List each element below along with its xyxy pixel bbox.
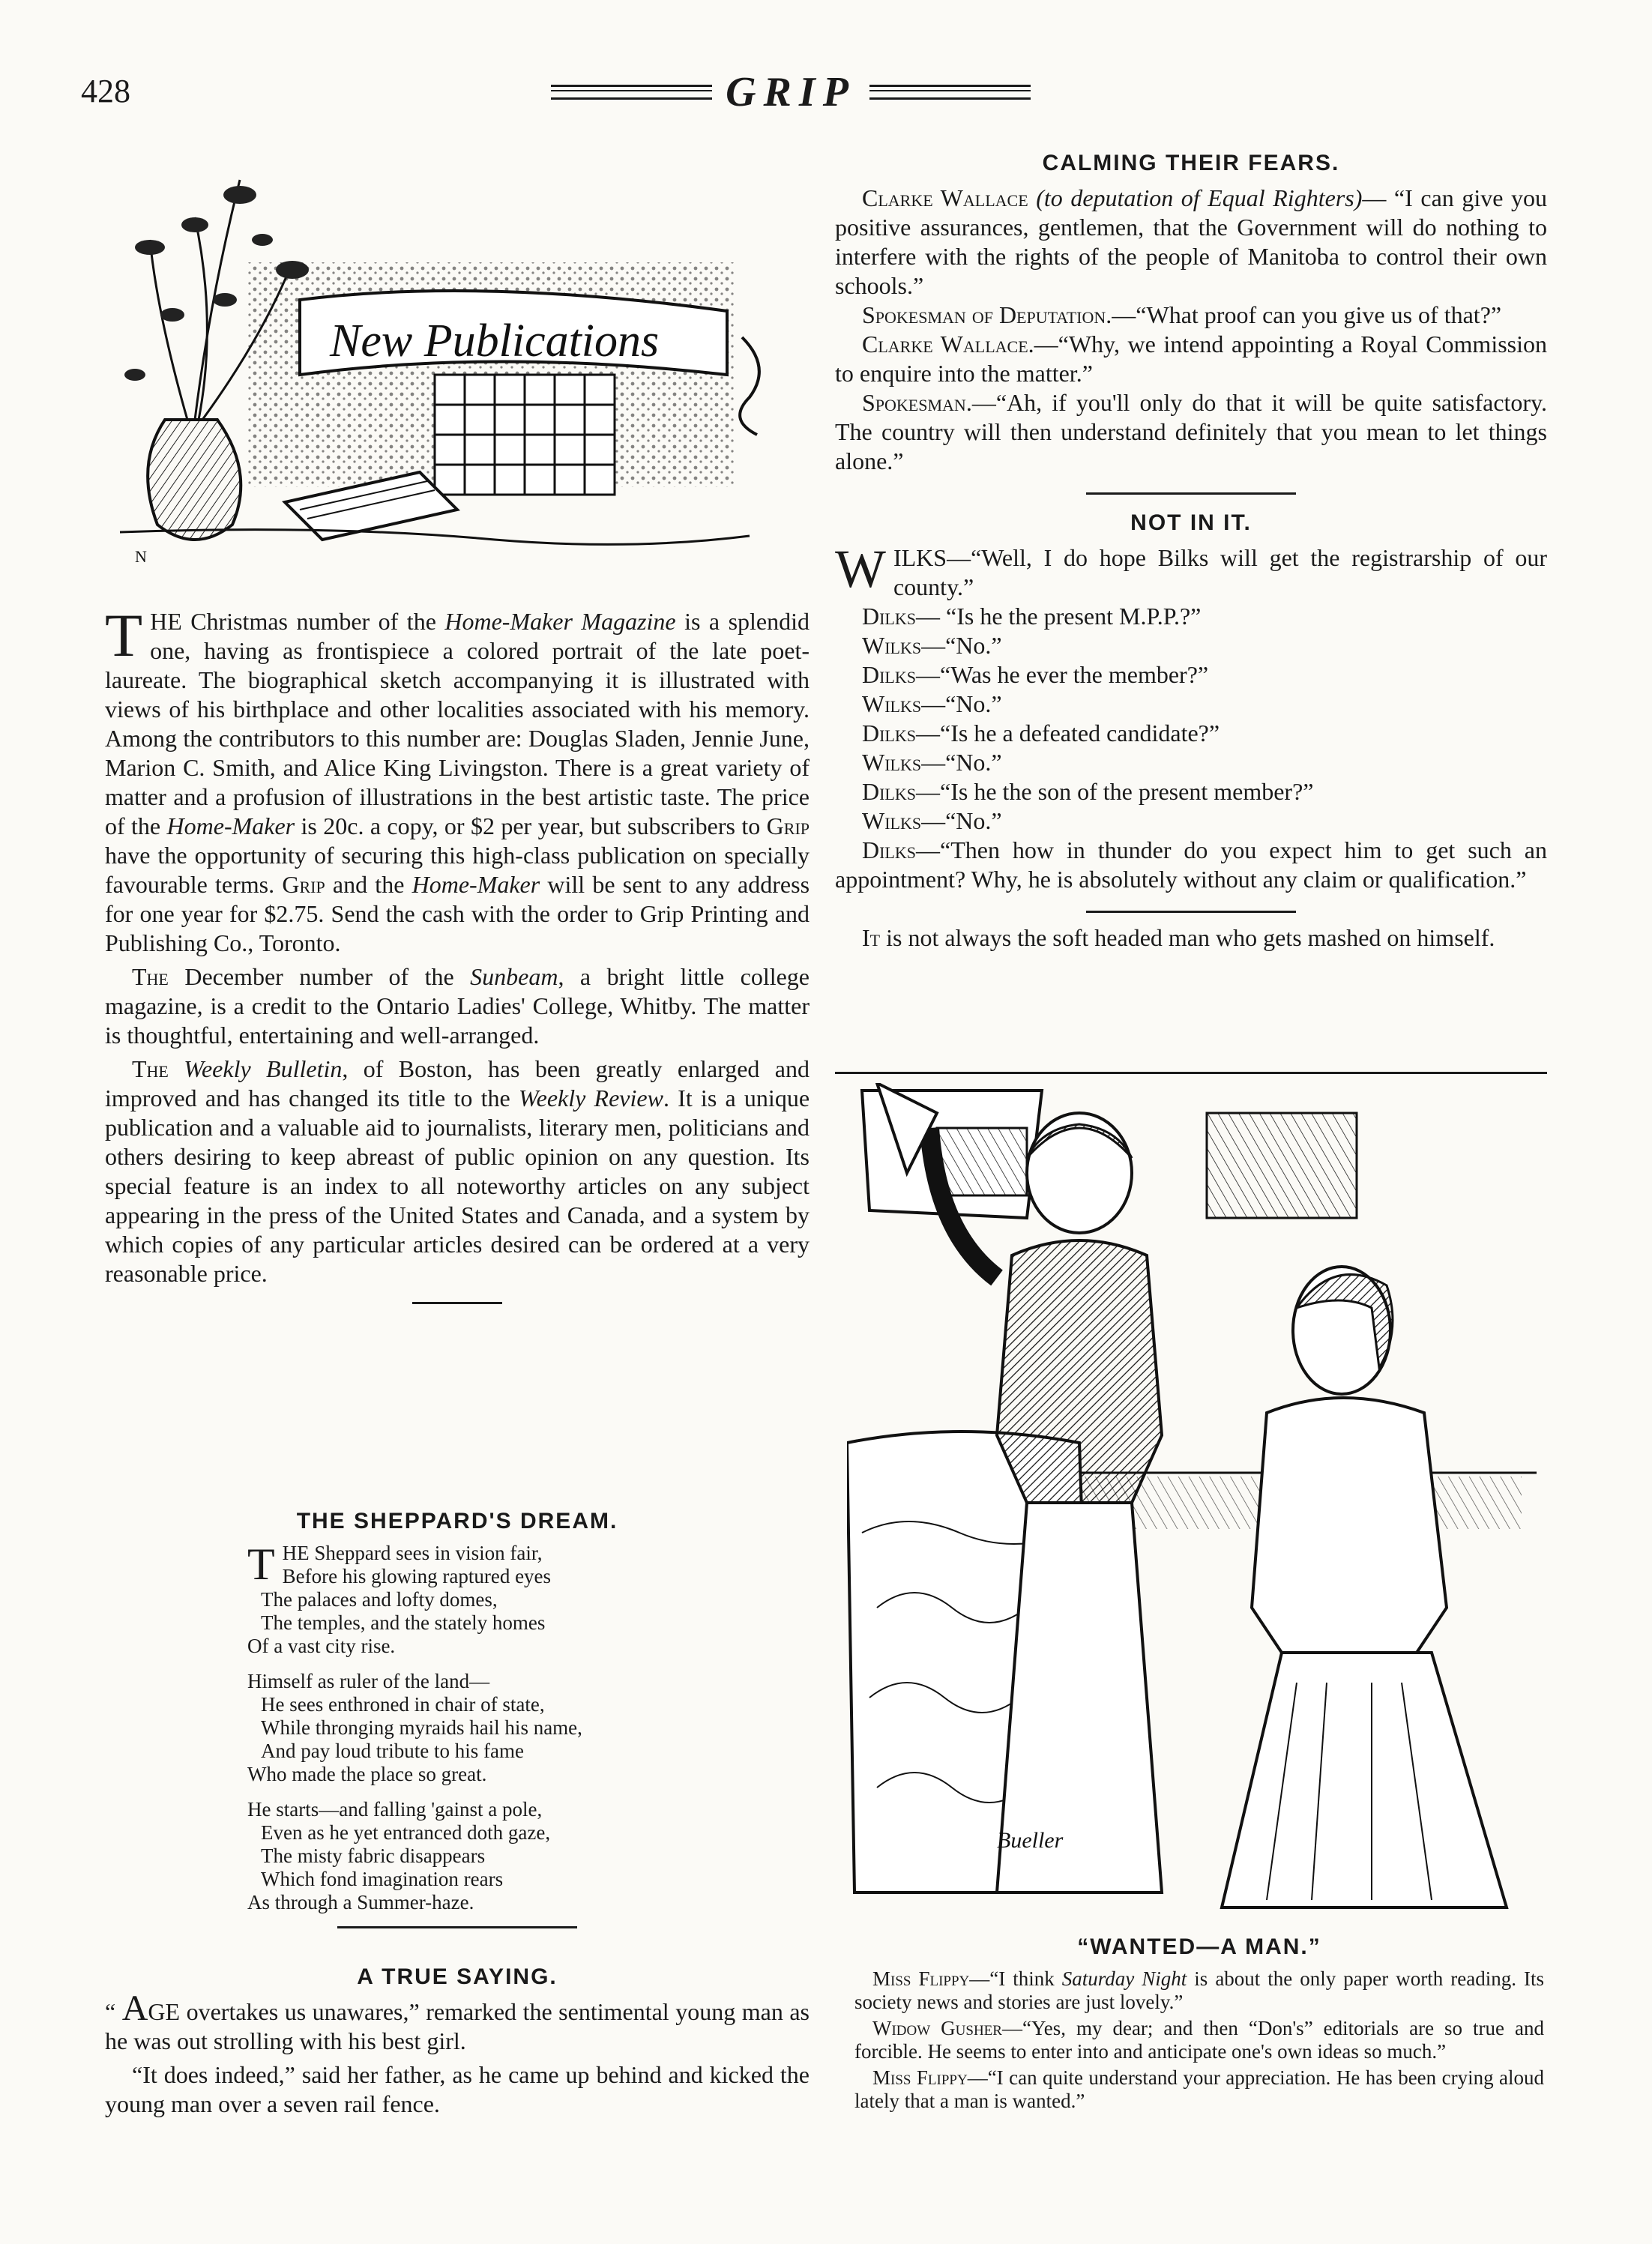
text-run: —“No.” — [921, 632, 1002, 659]
new-publications-illustration — [105, 150, 780, 570]
text-run: is a splendid one, having as frontispiece a colored portrait of the late poet-laureate. The biographical sketch accompanying it is illustrated with views of his birthplace and other localities associated with his memory. Among the contributors to this number are: Douglas Sladen, Jennie June, Marion C. Smith, and Alice King Livingston. There is a great variety of matter and a profusion of illustrations in the best artistic taste. The price of the — [105, 608, 810, 839]
calming-section — [835, 148, 1547, 957]
magazine-title: Weekly Bulletin — [184, 1055, 343, 1082]
left-column — [105, 601, 810, 1318]
dialogue-line — [835, 806, 1547, 836]
wanted-a-man-cartoon — [847, 1083, 1537, 1922]
new-publications-drawing — [105, 150, 780, 570]
dialogue-line — [835, 836, 1547, 894]
text-run: and the — [325, 871, 412, 898]
section-divider — [337, 1926, 577, 1928]
masthead-title: GRIP — [726, 69, 856, 115]
not-in-it-dialogue — [835, 539, 1547, 894]
text-run: will be sent to any address for one year for $2.75. Send the cash with the order to Grip Printing and Publishing Co., Toronto. — [105, 871, 810, 956]
dialogue-line — [835, 330, 1547, 388]
speaker-name: Dilks — [862, 778, 916, 805]
page-number: 428 — [81, 73, 130, 109]
speaker-name: Spokesman of Deputation. — [862, 301, 1112, 328]
dialogue-line — [835, 184, 1547, 301]
masthead-rule-left — [551, 85, 712, 100]
text-run: December number of the — [168, 963, 471, 990]
text-run: , of Boston, has been greatly enlarged and improved and has changed its title to the — [105, 1055, 810, 1112]
text-run: . It is a unique publication and a valuable aid to journalists, literary men, politicians and others desiring to keep abreast of public opinion on any question. Its special feature is an index to all noteworthy articles on any subject appearing in the press of the United States and Canada, and a system by which copies of any particular articles desired can be ordered at a very reasonable price. — [105, 1085, 810, 1287]
dialogue-line — [835, 690, 1547, 719]
home-maker-paragraph — [105, 601, 810, 958]
masthead — [551, 66, 1031, 118]
grip-name: Grip — [766, 812, 810, 839]
drop-cap: W — [835, 539, 886, 599]
text-run: —“Yes, my dear; and then “Don's” editorials are so true and forcible. He seems to enter into and anticipate one's own ideas so much.” — [854, 2017, 1544, 2063]
artist-mark: N — [135, 547, 147, 566]
grip-name: Grip — [282, 871, 325, 898]
text-run: ILKS—“Well, I do hope Bilks will get the registrarship of our county.” — [893, 544, 1547, 600]
text-run: HE Christmas number of the — [150, 608, 445, 635]
poem-body — [247, 1539, 667, 1914]
speaker-name: Miss Flippy — [872, 1967, 970, 1990]
drop-cap: A — [121, 1988, 148, 2028]
poem-line: As through a Summer-haze. — [247, 1891, 474, 1913]
poem-line: The misty fabric disappears — [261, 1845, 486, 1867]
dialogue-line — [835, 539, 1547, 602]
cartoon-title: “WANTED—A MAN.” — [1077, 1934, 1321, 1959]
poem-line: Who made the place so great. — [247, 1763, 487, 1785]
saying-paragraph: “It does indeed,” said her father, as he came up behind and kicked the young man over a seven rail fence. — [105, 2061, 810, 2117]
calming-title: CALMING THEIR FEARS. — [1042, 151, 1340, 175]
text-run: —“Then how in thunder do you expect him to get such an appointment? Why, he is absolutely without any claim or qualification.” — [835, 836, 1547, 893]
text-run: , a bright little college magazine, is a credit to the Ontario Ladies' College, Whitby. The matter is thoughtful, entertaining and well-arranged. — [105, 963, 810, 1049]
section-divider — [412, 1302, 502, 1304]
text-run: —“No.” — [921, 690, 1002, 717]
speaker-name: Clarke Wallace. — [862, 331, 1034, 358]
text-run: The — [132, 1055, 169, 1082]
dialogue-line — [835, 777, 1547, 806]
poem-line: Before his glowing raptured eyes — [282, 1565, 552, 1587]
drop-cap: T — [105, 601, 143, 669]
speaker-name: Wilks — [862, 749, 922, 776]
speaker-name: Wilks — [862, 807, 922, 834]
section-divider — [1086, 492, 1296, 495]
text-run: —“Is he the son of the present member?” — [916, 778, 1314, 805]
dialogue-line — [835, 748, 1547, 777]
poem-line: The temples, and the stately homes — [261, 1611, 546, 1634]
sunbeam-paragraph — [105, 962, 810, 1050]
poem-line: Himself as ruler of the land— — [247, 1670, 490, 1692]
dialogue-line — [835, 719, 1547, 748]
text-run: —“Ah, if you'll only do that it will be quite satisfactory. The country will then understand definitely that you mean to let things alone.” — [835, 389, 1547, 474]
mashed-paragraph — [835, 923, 1547, 953]
section-divider — [1086, 911, 1296, 913]
drop-cap: T — [247, 1539, 275, 1589]
weekly-bulletin-paragraph — [105, 1055, 810, 1288]
magazine-title: Home-Maker — [166, 812, 295, 839]
poem-line: And pay loud tribute to his fame — [261, 1740, 524, 1762]
masthead-rule-right — [869, 85, 1031, 100]
text-run: —“Is he a defeated candidate?” — [916, 720, 1220, 747]
stage-direction: (to deputation of Equal Righters) — [1036, 184, 1363, 211]
speaker-name: Dilks — [862, 661, 916, 688]
speaker-name: Clarke Wallace — [862, 184, 1028, 211]
banner-text: New Publications — [330, 316, 660, 367]
saying-title: A TRUE SAYING. — [357, 1964, 558, 1989]
speaker-name: Dilks — [862, 720, 916, 747]
text-run: is about the only paper worth reading. Its society news and stories are just lovely.” — [854, 1967, 1544, 2013]
caption-line — [854, 2017, 1544, 2063]
text-run: —“I think — [969, 1967, 1062, 1990]
caption-line — [854, 2066, 1544, 2113]
text-run: — “Is he the present M.P.P.?” — [916, 603, 1202, 630]
artist-signature: Bueller — [997, 1828, 1064, 1853]
speaker-name: Spokesman. — [862, 389, 972, 416]
text-run: — “I can give you positive assurances, gentlemen, that the Government will do nothing to interfere with the rights of the people of Manitoba to control their own schools.” — [835, 184, 1548, 299]
speaker-name: Dilks — [862, 836, 916, 863]
speaker-name: Widow Gusher — [872, 2017, 1002, 2039]
true-saying-section — [105, 1962, 810, 2123]
magazine-title: Weekly Review — [518, 1085, 663, 1112]
text-run: is 20c. a copy, or $2 per year, but subscribers to — [295, 812, 767, 839]
text-run: GE overtakes us unawares,” remarked the sentimental young man as he was out strolling with his best girl. — [105, 1998, 810, 2054]
magazine-title: Saturday Night — [1061, 1967, 1187, 1990]
poem-title: THE SHEPPARD'S DREAM. — [296, 1509, 618, 1533]
poem-line: Of a vast city rise. — [247, 1635, 396, 1657]
open-quote: “ — [105, 1998, 116, 2025]
cartoon-top-rule — [835, 1072, 1547, 1074]
poem-stanza — [247, 1670, 667, 1786]
speaker-name: Dilks — [862, 603, 916, 630]
calming-dialogue — [835, 184, 1547, 476]
text-run: —“What proof can you give us of that?” — [1112, 301, 1502, 328]
poem-line: HE Sheppard sees in vision fair, — [282, 1542, 543, 1564]
text-run: is not always the soft headed man who gets mashed on himself. — [880, 924, 1495, 951]
poem-line: While thronging myraids hail his name, — [261, 1716, 582, 1739]
text-run: have the opportunity of securing this high-class publication on specially favourable terms. — [105, 842, 810, 898]
text-run: It — [862, 924, 881, 951]
speaker-name: Wilks — [862, 632, 922, 659]
speaker-name: Wilks — [862, 690, 922, 717]
cartoon-caption — [854, 1932, 1544, 2116]
poem-line: Which fond imagination rears — [261, 1868, 504, 1890]
text-run: —“Why, we intend appointing a Royal Commission to enquire into the matter.” — [835, 331, 1548, 387]
magazine-title: Home-Maker — [412, 871, 540, 898]
poem-line: He starts—and falling 'gainst a pole, — [247, 1798, 543, 1821]
text-run: The — [132, 963, 169, 990]
cartoon-dialogue — [854, 1967, 1544, 2113]
poem-line: The palaces and lofty domes, — [261, 1588, 498, 1611]
magazine-title: Home-Maker Magazine — [444, 608, 676, 635]
dialogue-line — [835, 602, 1547, 631]
dialogue-line — [835, 301, 1547, 330]
dialogue-line — [835, 660, 1547, 690]
poem-line: He sees enthroned in chair of state, — [261, 1693, 545, 1716]
poem-stanza — [247, 1798, 667, 1914]
text-run: —“I can quite understand your appreciation. He has been crying aloud lately that a man is wanted.” — [854, 2066, 1544, 2112]
poem-section — [247, 1506, 667, 1939]
poem-stanza — [247, 1539, 667, 1658]
dialogue-line — [835, 631, 1547, 660]
text-run: —“Was he ever the member?” — [916, 661, 1209, 688]
speaker-name: Miss Flippy — [872, 2066, 968, 2089]
magazine-title: Sunbeam — [470, 963, 558, 990]
dialogue-line — [835, 388, 1547, 476]
not-in-it-title: NOT IN IT. — [1130, 510, 1252, 535]
text-run: —“No.” — [921, 807, 1002, 834]
text-run: —“No.” — [921, 749, 1002, 776]
poem-line: Even as he yet entranced doth gaze, — [261, 1821, 551, 1844]
caption-line — [854, 1967, 1544, 2014]
cartoon-drawing — [847, 1083, 1537, 1922]
saying-paragraph — [105, 1988, 810, 2056]
